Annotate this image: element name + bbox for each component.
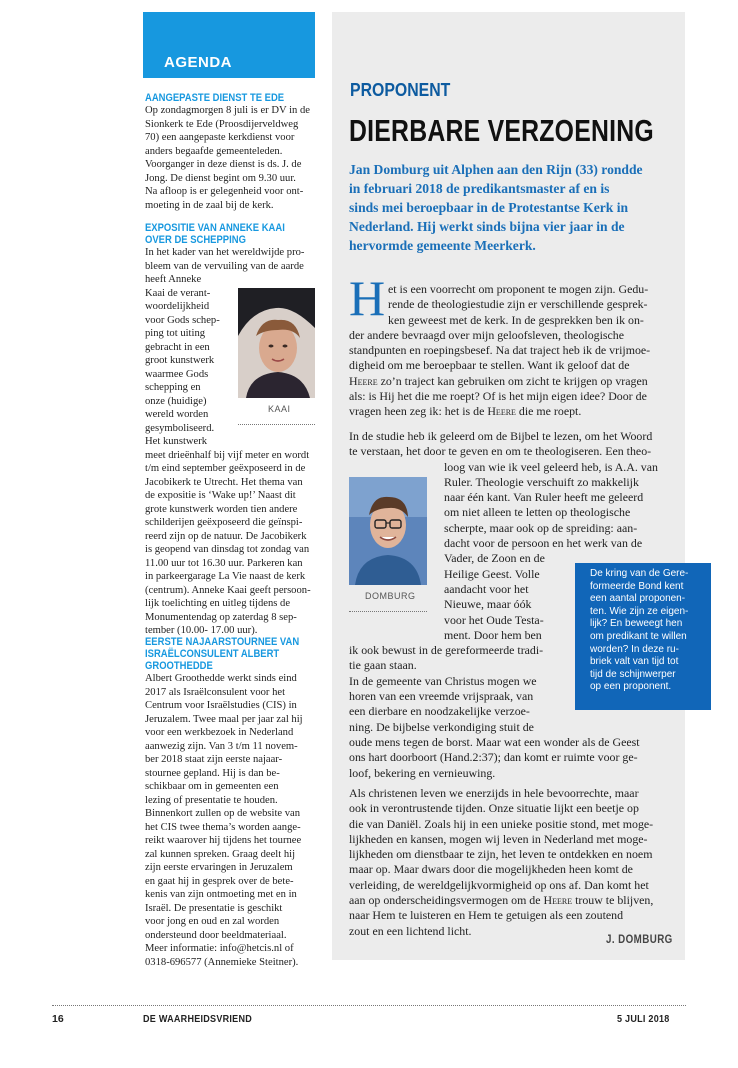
domburg-photo xyxy=(349,477,427,585)
agenda-text-line: schikbaar om in gemeenten een xyxy=(145,781,279,792)
article-paragraph-2-after xyxy=(349,643,579,719)
agenda-text-line: reerd zijn op de natuur. De Jacobikerk xyxy=(145,530,307,542)
body-line: digheid om me beroepbaar te stellen. Want ik geloof dat de xyxy=(349,358,630,373)
agenda-text-line: Na afloop is er gelegenheid voor ont- xyxy=(145,186,304,197)
agenda-text-line: stournee gepland. Hij is dan be- xyxy=(145,767,280,779)
caption-divider xyxy=(349,611,427,612)
agenda-text-line: in parkeergarage La Vie naast de kerk xyxy=(145,571,306,582)
intro-line: in februari 2018 de predikantsmaster af en is xyxy=(349,181,610,196)
body-line: standpunten en roepingsbesef. Na dat traject heb ik de vrijmoe- xyxy=(349,343,651,358)
body-line: ons hart doorboort (Hand.2:37); dan komt er ruimte voor ge- xyxy=(349,750,638,765)
article-paragraph-2-tail xyxy=(349,720,669,781)
agenda-text-line: wereld worden xyxy=(145,409,209,420)
agenda-item-heading: EXPOSITIE VAN ANNEKE KAAI xyxy=(145,222,285,234)
magazine-name: DE WAARHEIDSVRIEND xyxy=(143,1013,253,1025)
agenda-text-line: (centrum). Anneke Kaai geeft persoon- xyxy=(145,584,311,596)
agenda-item-body xyxy=(145,104,317,212)
kaai-photo xyxy=(238,288,315,398)
agenda-text-line: Sionkerk te Ede (Proosdijerveldweg xyxy=(145,118,299,130)
body-line: naar Hem te luisteren en Hem te getuigen als een zoutend xyxy=(349,908,624,923)
intro-line: hervormde gemeente Meerkerk. xyxy=(349,238,536,253)
agenda-text-line: het CIS twee thema’s worden aange- xyxy=(145,821,301,833)
issue-date: 5 JULI 2018 xyxy=(617,1013,670,1025)
domburg-photo-caption: DOMBURG xyxy=(365,591,416,601)
quote-line: formeerde Bond kent xyxy=(590,580,684,592)
footer-divider xyxy=(52,1005,686,1006)
agenda-item-najaarstournee xyxy=(145,636,317,969)
caption-divider xyxy=(238,424,315,425)
agenda-text-line: Op zondagmorgen 8 juli is er DV in de xyxy=(145,105,310,116)
agenda-text-line: voor Gods schep- xyxy=(145,314,220,326)
quote-line: ten. Wie zijn ze eigen- xyxy=(590,605,689,617)
agenda-text-line: 0318-696577 (Annemieke Steitner). xyxy=(145,956,299,968)
agenda-text-line: voor een werkbezoek in Nederland xyxy=(145,727,294,738)
agenda-text-line: Jong. De dienst begint om 9.30 uur. xyxy=(145,172,296,184)
agenda-text-line: is geopend van dinsdag tot zondag van xyxy=(145,544,310,555)
body-line: Heilige Geest. Volle xyxy=(444,566,540,581)
agenda-text-line: Monumentendag op zaterdag 8 sep- xyxy=(145,611,297,623)
agenda-text-line: grote kunstwerk worden tien andere xyxy=(145,503,298,515)
body-line: naar één kant. Van Ruler heeft me geleerd xyxy=(444,490,644,505)
body-line: ook in verontrustende tijden. Onze situatie lijkt een beetje op xyxy=(349,801,639,816)
agenda-item-body-rest xyxy=(145,449,317,638)
article-paragraph-1 xyxy=(349,328,669,420)
small-caps-word: Heere xyxy=(349,373,378,388)
quote-line: een aantal proponen- xyxy=(590,593,686,605)
quote-line: worden? In deze ru- xyxy=(590,643,679,655)
body-line: ken geweest met de kerk. In de gesprekken ben ik on- xyxy=(388,312,644,327)
agenda-text-line: Kaai de verant- xyxy=(145,287,211,299)
agenda-item-body xyxy=(145,672,317,969)
body-line: loog van wie ik veel geleerd heb, is A.A. van xyxy=(444,459,658,474)
agenda-text-line: groot kunstwerk xyxy=(145,355,215,366)
agenda-text-line: zal kunnen spreken. Graag deelt hij xyxy=(145,848,296,860)
body-line: rende de theologiestudie zijn er verschillende gesprek- xyxy=(388,297,648,312)
article-paragraph-3 xyxy=(349,786,669,939)
agenda-text-line: In het kader van het wereldwijde pro- xyxy=(145,247,305,258)
kaai-portrait-illustration xyxy=(238,288,315,398)
agenda-text-line: schepping en xyxy=(145,382,201,393)
body-line: tie gaan staan. xyxy=(349,658,417,673)
body-line: zout en een lichtend licht. xyxy=(349,923,472,938)
agenda-text-line: Meer informatie: info@hetcis.nl of xyxy=(145,943,294,954)
agenda-text-line: onze (huidige) xyxy=(145,395,207,407)
agenda-text-line: 70) een aangepaste kerkdienst voor xyxy=(145,132,295,143)
body-line: verleiding, de wereldgelijkvormigheid op ons af. Dan komt het xyxy=(349,877,649,892)
intro-line: sinds mei beroepbaar in de Protestantse Kerk in xyxy=(349,200,629,215)
agenda-text-line: moeting in de zaal bij de kerk. xyxy=(145,199,274,211)
agenda-text-line: kenis van zijn ontmoeting met en in xyxy=(145,889,297,900)
body-line: loof, bekering en vernieuwing. xyxy=(349,765,496,780)
agenda-text-line: Voorganger in deze dienst is ds. J. de xyxy=(145,159,302,170)
quote-line: lijk? En beweegt hen xyxy=(590,618,683,630)
body-line: maar op. Maar dwars door die mogelijkheden heen komt de xyxy=(349,862,633,877)
article-headline: DIERBARE VERZOENING xyxy=(349,113,654,148)
body-line: In de gemeente van Christus mogen we xyxy=(349,673,537,688)
body-line: scherpte, maar ook op de spreiding: aan- xyxy=(444,520,638,535)
body-line: lijkheden om dienstbaar te zijn, het leven te ontdekken en noem xyxy=(349,847,653,862)
body-line: oude mens tegen de borst. Maar wat een wonder als de Geest xyxy=(349,734,640,749)
agenda-text-line: waarmee Gods xyxy=(145,368,209,380)
agenda-item-expositie xyxy=(145,222,317,638)
body-line: Nieuwe, maar óók xyxy=(444,597,532,612)
article-paragraph-2 xyxy=(349,429,669,460)
body-line: aandacht voor het xyxy=(444,581,529,596)
article-paragraph-2-wrap xyxy=(444,460,674,567)
agenda-item-heading-line2: ISRAËLCONSULENT ALBERT xyxy=(145,648,280,660)
agenda-text-line: Jeruzalem. Twee maal per jaar zal hij xyxy=(145,713,303,725)
quote-line: om predikant te willen xyxy=(590,630,687,642)
agenda-text-line: meet drieënhalf bij vijf meter en wordt xyxy=(145,449,310,461)
small-caps-word: Heere xyxy=(543,893,573,908)
agenda-text-line: Israël. De presentatie is geschikt xyxy=(145,902,283,914)
agenda-text-line: aanwezig zijn. Van 3 t/m 11 novem- xyxy=(145,740,298,752)
agenda-text-line: zijn eerste ervaringen in Jeruzalem xyxy=(145,862,293,873)
agenda-item-body xyxy=(145,246,317,287)
agenda-text-line: en gaat hij in gesprek over de bete- xyxy=(145,875,294,887)
body-line: voor het Oude Testa- xyxy=(444,612,544,627)
body-line: ment. Door hem ben xyxy=(444,627,542,642)
article-intro xyxy=(349,160,649,255)
article-kicker: PROPONENT xyxy=(350,80,451,100)
agenda-text-line: heeft Anneke xyxy=(145,274,202,285)
intro-line: Jan Domburg uit Alphen aan den Rijn (33) rondde xyxy=(349,162,643,177)
agenda-item-body-narrow xyxy=(145,287,237,449)
article-dropcap: H xyxy=(349,270,386,326)
agenda-title: AGENDA xyxy=(164,54,233,71)
quote-line: tijd de schijnwerper xyxy=(590,668,676,680)
page-number: 16 xyxy=(52,1013,64,1025)
body-line: ik ook bewust in de gereformeerde tradi- xyxy=(349,643,544,658)
quote-line: De kring van de Gere- xyxy=(590,568,689,579)
agenda-text-line: bleem van de vervuiling van de aarde xyxy=(145,260,304,272)
small-caps-word: Heere xyxy=(487,404,516,419)
body-line: die van Daniël. Zoals hij in een unieke positie stond, met moge- xyxy=(349,816,654,831)
agenda-text-line: schilderijen geëxposeerd die geïnspi- xyxy=(145,517,303,528)
body-line: te verstaan, het door te geven en om te theologiseren. Een theo- xyxy=(349,444,652,459)
agenda-item-ede xyxy=(145,92,317,212)
agenda-text-line: gesymboliseerd. xyxy=(145,422,215,434)
text-line: vragen heen zeg ik: het is de Heere die me roept. xyxy=(349,404,582,419)
body-line: lijkheden en kansen, mogen wij leven in Nederland met moge- xyxy=(349,831,648,846)
body-line: Als christenen leven we enerzijds in hele bevoorrechte, maar xyxy=(349,786,639,800)
agenda-text-line: ondersteund door beeldmateriaal. xyxy=(145,929,287,941)
agenda-text-line: woordelijkheid xyxy=(145,301,210,312)
agenda-text-line: reikt waarover hij tijdens het tournee xyxy=(145,835,302,846)
body-line: dacht voor de persoon en het werk van de xyxy=(444,536,643,551)
agenda-text-line: t/m eind september geëxposeerd in de xyxy=(145,463,306,474)
agenda-text-line: lezing of presentatie te houden. xyxy=(145,794,278,806)
agenda-text-line: gebracht in een xyxy=(145,341,210,353)
agenda-item-heading: AANGEPASTE DIENST TE EDE xyxy=(145,92,285,104)
agenda-item-heading: EERSTE NAJAARSTOURNEE VAN xyxy=(145,636,300,648)
agenda-text-line: Jacobikerk te Utrecht. Het thema van xyxy=(145,476,303,488)
agenda-text-line: de expositie is ‘Wake up!’ Naast dit xyxy=(145,490,296,501)
article-paragraph-2-narrow xyxy=(444,567,569,643)
agenda-text-line: 11.00 uur tot 16.30 uur. Parkeren kan xyxy=(145,557,303,569)
body-line: In de studie heb ik geleerd om de Bijbel te lezen, om het Woord xyxy=(349,429,653,443)
intro-line: Nederland. Hij werkt sinds bijna vier jaar in de xyxy=(349,219,625,234)
agenda-item-heading-line2: OVER DE SCHEPPING xyxy=(145,234,246,246)
agenda-text-line: voor jong en oud en zal worden xyxy=(145,916,280,927)
kaai-photo-caption: KAAI xyxy=(268,404,291,414)
agenda-text-line: Het kunstwerk xyxy=(145,436,208,447)
body-line: et is een voorrecht om proponent te mogen zijn. Gedu- xyxy=(388,282,649,296)
body-line: een dierbare en noodzakelijke verzoe- xyxy=(349,704,530,719)
body-line: Vader, de Zoon en de xyxy=(444,551,545,566)
agenda-text-line: Albert Groothedde werkt sinds eind xyxy=(145,673,297,684)
article-signature: J. DOMBURG xyxy=(606,934,673,946)
agenda-text-line: Centrum voor Israëlstudies (CIS) in xyxy=(145,700,297,711)
agenda-text-line: anders begaafde gemeenteleden. xyxy=(145,145,283,157)
pull-quote-text xyxy=(590,568,710,694)
body-line: Ruler. Theologie verschuift zo makkelijk xyxy=(444,474,639,489)
text-line: aan op onderscheidingsvermogen om de Heere trouw te blijven, xyxy=(349,893,654,908)
quote-line: briek valt van tijd tot xyxy=(590,656,679,668)
quote-line: op een proponent. xyxy=(590,681,672,693)
agenda-item-heading-line3: GROOTHEDDE xyxy=(145,660,213,672)
agenda-text-line: lijk toelichting en uitleg tijdens de xyxy=(145,598,291,609)
body-line: horen van een vreemde vrijspraak, van xyxy=(349,689,534,704)
body-line: der andere bevraagd over mijn geloofsleven, theologische xyxy=(349,327,625,342)
body-line: om niet alleen te letten op theologische xyxy=(444,505,631,520)
body-line: als: is Hij het die me roept? Of is het mijn eigen idee? Door de xyxy=(349,389,647,404)
agenda-text-line: ping tot uiting xyxy=(145,328,206,339)
agenda-text-line: ber 2018 staat zijn eerste najaar- xyxy=(145,754,283,765)
agenda-text-line: 2017 als Israëlconsulent voor het xyxy=(145,686,286,698)
agenda-text-line: tember (10.00- 17.00 uur). xyxy=(145,625,258,636)
body-line: ning. De bijbelse verkondiging stuit de xyxy=(349,719,534,734)
agenda-text-line: Binnenkort zullen op de website van xyxy=(145,808,301,819)
text-line: Heere zo’n traject kan gebruiken om zicht te krijgen op vragen xyxy=(349,373,648,388)
article-paragraph-1-start xyxy=(388,282,688,328)
domburg-portrait-illustration xyxy=(349,477,427,585)
